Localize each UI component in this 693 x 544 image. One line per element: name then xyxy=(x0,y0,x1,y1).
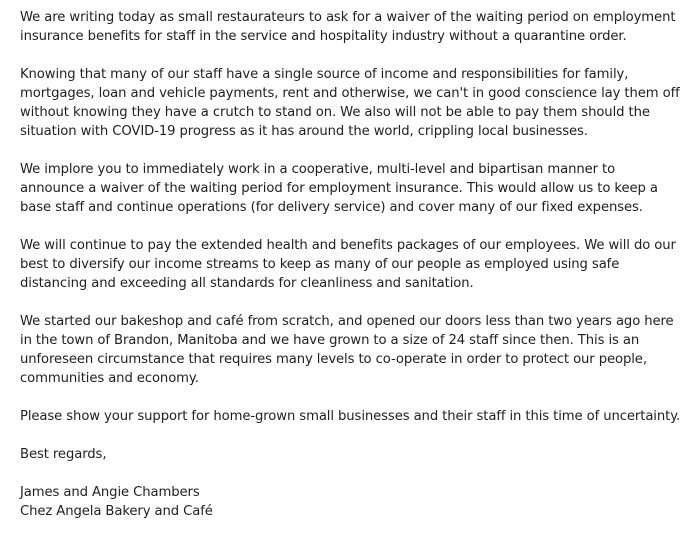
letter-paragraph-6: Please show your support for home-grown small businesses and their staff in this time of uncertainty. xyxy=(20,409,681,424)
signature-names: James and Angie Chambers xyxy=(20,485,200,500)
letter-paragraph-2: Knowing that many of our staff have a single source of income and responsibilities for family, mortgages, loan and vehicle payments, rent and otherwise, we can't in good conscience lay them off without knowing they have a crutch to stand on. We also will not be able to pay them should the situation with COVID-19 progress as it has around the world, crippling local businesses. xyxy=(20,67,680,139)
letter-paragraph-1: We are writing today as small restaurateurs to ask for a waiver of the waiting period on employment insurance benefits for staff in the service and hospitality industry without a quarantine order. xyxy=(20,10,676,44)
letter-closing: Best regards, xyxy=(20,447,107,462)
letter-body xyxy=(20,8,688,521)
letter-paragraph-4: We will continue to pay the extended health and benefits packages of our employees. We will do our best to diversify our income streams to keep as many of our people as employed using safe distancing and exceeding all standards for cleanliness and sanitation. xyxy=(20,238,676,291)
letter-paragraph-3: We implore you to immediately work in a cooperative, multi-level and bipartisan manner to announce a waiver of the waiting period for employment insurance. This would allow us to keep a base staff and continue operations (for delivery service) and cover many of our fixed expenses. xyxy=(20,162,658,215)
signature-block xyxy=(20,483,688,521)
letter-paragraph-5: We started our bakeshop and café from scratch, and opened our doors less than two years ago here in the town of Brandon, Manitoba and we have grown to a size of 24 staff since then. This is an unforeseen circumstance that requires many levels to co-operate in order to protect our people, communities and economy. xyxy=(20,314,674,386)
signature-business: Chez Angela Bakery and Café xyxy=(20,504,213,519)
